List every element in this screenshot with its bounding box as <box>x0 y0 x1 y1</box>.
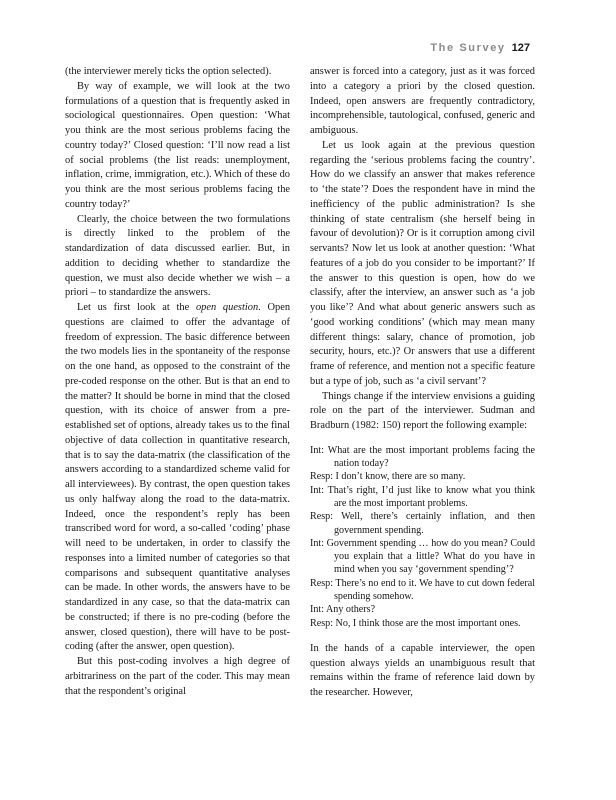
interview-line <box>310 444 535 471</box>
interview-text: No, I think those are the most important ones. <box>335 617 521 629</box>
speaker-label: Int: <box>310 484 325 496</box>
paragraph: But this post-coding involves a high degree of arbitrariness on the part of the coder. This may mean that the respondent’s original <box>65 656 290 697</box>
paragraph: By way of example, we will look at the two formulations of a question that is frequently asked in sociological questionnaires. Open question: ‘What you think are the most serious problems facing the country today?’ Closed question: ‘I’ll now read a list of social problems (the list reads: unemployment, inflation, crime, immigration, etc.). Which of these do you think are the most serious problems facing the country today?’ <box>65 80 290 210</box>
paragraph <box>65 301 290 655</box>
interview-text: I don’t know, there are so many. <box>335 471 466 483</box>
emphasis-term: open question <box>195 302 259 313</box>
interview-text: Well, there’s certainly inflation, and then government spending. <box>334 511 536 536</box>
paragraph-text: Let us first look at the <box>77 302 196 313</box>
interview-excerpt <box>310 444 535 630</box>
left-column <box>65 65 290 699</box>
speaker-label: Resp: <box>310 511 333 523</box>
running-header <box>430 38 530 56</box>
interview-line <box>310 617 535 630</box>
interview-line <box>310 484 535 511</box>
paragraph: (the interviewer merely ticks the option selected). <box>65 66 272 77</box>
interview-text: Any others? <box>326 604 376 616</box>
paragraph: In the hands of a capable interviewer, the open question always yields an unambiguous result that remains within the frame of reference laid down by the researcher. However, <box>310 642 535 699</box>
speaker-label: Resp: <box>310 471 333 483</box>
speaker-label: Int: <box>310 537 325 549</box>
speaker-label: Resp: <box>310 617 333 629</box>
interview-line <box>310 470 535 483</box>
interview-line <box>310 537 535 577</box>
speaker-label: Int: <box>310 444 325 456</box>
interview-text: What are the most important problems facing the nation today? <box>327 444 536 470</box>
right-column <box>310 65 535 701</box>
page-number: 127 <box>511 42 530 54</box>
speaker-label: Int: <box>310 604 325 616</box>
interview-text: Government spending … how do you mean? Could you explain that a little? What do you have in mind when you say ‘government spending’? <box>326 537 535 576</box>
paragraph-text: . Open questions are claimed to offer the advantage of freedom of expression. The basic difference between the two models lies in the spontaneity of the response on the one hand, as opposed to the constraint of the pre-coded response on the other. But is that an end to the matter? It should be borne in mind that the closed question, with its choice of answer from a pre-established set of options, already takes us to the final objective of data collection in quantitative research, that is to say the data-matrix (the classification of the answers according to a standardized scheme valid for all interviewees). By contrast, the open question takes us only halfway along the road to the data-matrix. Indeed, once the respondent’s reply has been transcribed word for word, a so-called ‘coding’ phase will need to be undertaken, in order to classify the responses into a limited number of categories so that comparisons and subsequent quantitative analyses can be made. In other words, the answers have to be standardized in any case, so that the data-matrix can be constructed; if there is no pre-coding (before the answer, closed question), there will have to be post-coding (after the answer, open question). <box>65 302 291 653</box>
interview-line <box>310 603 535 616</box>
interview-line <box>310 577 535 604</box>
interview-text: That’s right, I’d just like to know what you think are the most important problems. <box>327 484 536 509</box>
paragraph: Clearly, the choice between the two formulations is directly linked to the problem of the standardization of data discussed earlier. But, in addition to deciding whether to standardize the question, we must also decide whether we wish – a priori – to standardize the answers. <box>65 213 290 299</box>
interview-line <box>310 510 535 537</box>
interview-text: There’s no end to it. We have to cut down federal spending somehow. <box>334 577 535 603</box>
speaker-label: Resp: <box>310 577 333 589</box>
paragraph: Let us look again at the previous question regarding the ‘serious problems facing the country’. How do we classify an answer that makes reference to ‘the state’? Does the respondent have in mind the inefficiency of the public administration? Is she thinking of state centralism (she herself being in favour of devolution)? Or is it corruption among civil servants? Now let us look at another question: ‘What features of a job do you consider to be important?’ If the answer to this question is open, how do we classify, after the interview, an answer such as ‘a job you like’? And what about generic answers such as ‘good working conditions’ (which may mean many different things: salary, chance of promotion, job security, hours, etc.)? Or answers that use a different frame of reference, and mention not a specific feature but a type of job, such as ‘a civil servant’? <box>310 139 535 387</box>
running-title: The Survey <box>430 42 506 54</box>
paragraph: Things change if the interview envisions a guiding role on the part of the interviewer. Sudman and Bradburn (1982: 150) report the following example: <box>310 390 535 431</box>
paragraph: answer is forced into a category, just as it was forced into a category a priori by the closed question. Indeed, open answers are frequently contradictory, incomprehensible, tautological, confused, generic and ambiguous. <box>310 66 535 136</box>
